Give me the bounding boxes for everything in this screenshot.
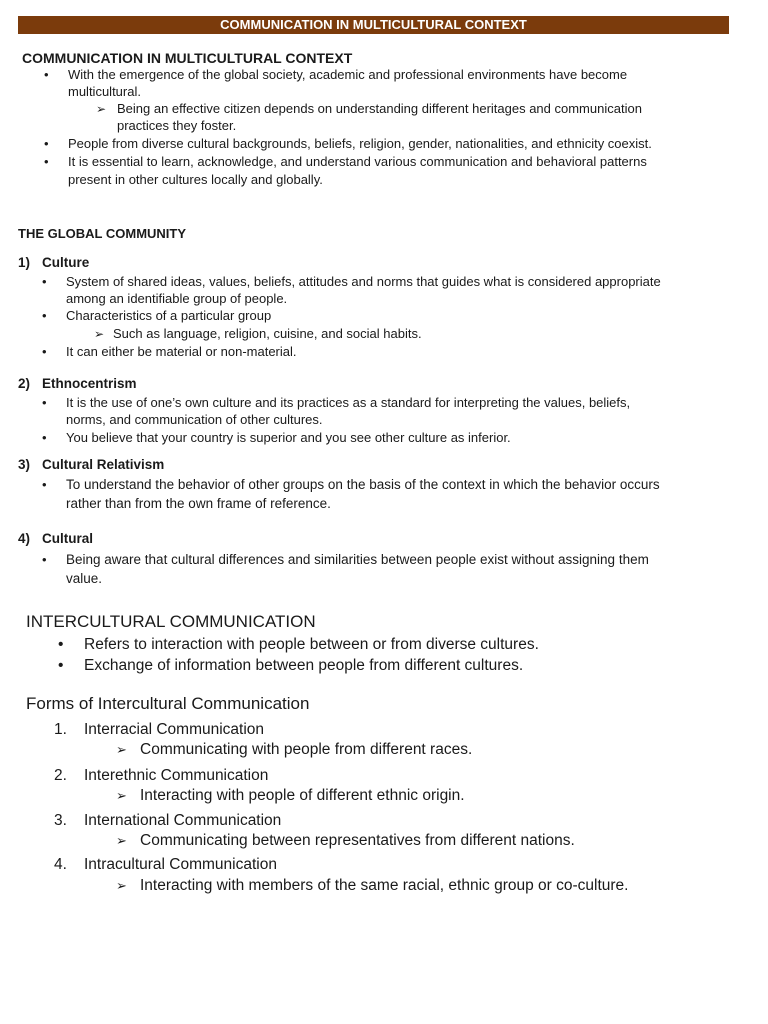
cultural-bullet-line-2: value. bbox=[66, 571, 103, 586]
ethno-bullet-2: You believe that your country is superior and you see other culture as inferior. bbox=[66, 430, 511, 445]
relativism-bullet-line-2: rather than from the own frame of reference. bbox=[66, 496, 331, 511]
culture-sub-bullet: Such as language, religion, cuisine, and social habits. bbox=[113, 326, 422, 341]
section-heading-global-community: THE GLOBAL COMMUNITY bbox=[18, 226, 187, 241]
form-item-number: 1. bbox=[54, 721, 67, 738]
form-item-desc: Interacting with people of different ethnic origin. bbox=[140, 787, 465, 804]
form-item-desc: Communicating between representatives from different nations. bbox=[140, 832, 575, 849]
cultural-bullet-line-1: Being aware that cultural differences and similarities between people exist without assigning them bbox=[66, 552, 649, 567]
bullet-dot: • bbox=[42, 308, 47, 323]
relativism-bullet-line-1: To understand the behavior of other groups on the basis of the context in which the behavior occurs bbox=[66, 477, 660, 492]
form-item-number: 4. bbox=[54, 856, 67, 873]
culture-bullet-1-line-1: System of shared ideas, values, beliefs, attitudes and norms that guides what is considered appropriate bbox=[66, 274, 661, 289]
form-item-title: Intracultural Communication bbox=[84, 856, 277, 873]
arrow-bullet-icon: ➢ bbox=[116, 878, 127, 893]
form-item-desc: Interacting with members of the same racial, ethnic group or co-culture. bbox=[140, 877, 629, 894]
bullet-dot: • bbox=[44, 136, 49, 151]
section-heading-forms: Forms of Intercultural Communication bbox=[26, 694, 310, 713]
item-number: 3) bbox=[18, 457, 31, 472]
ethnocentrism-heading: Ethnocentrism bbox=[42, 376, 137, 391]
form-item-desc: Communicating with people from different races. bbox=[140, 741, 473, 758]
form-item-title: Interethnic Communication bbox=[84, 767, 269, 784]
form-item-title: International Communication bbox=[84, 812, 282, 829]
section-heading-intercultural: INTERCULTURAL COMMUNICATION bbox=[26, 612, 316, 631]
form-item-title: Interracial Communication bbox=[84, 721, 265, 738]
arrow-bullet-icon: ➢ bbox=[116, 742, 127, 757]
intro-bullet-2: People from diverse cultural backgrounds, beliefs, religion, gender, nationalities, and ethnicity coexist. bbox=[68, 136, 652, 151]
bullet-dot: • bbox=[44, 154, 49, 169]
arrow-bullet-icon: ➢ bbox=[116, 788, 127, 803]
bullet-dot: • bbox=[42, 395, 47, 410]
arrow-bullet-icon: ➢ bbox=[116, 833, 127, 848]
bullet-dot: • bbox=[42, 552, 47, 567]
intro-bullet-3-line-2: present in other cultures locally and globally. bbox=[68, 172, 323, 187]
section-heading-multicultural: COMMUNICATION IN MULTICULTURAL CONTEXT bbox=[22, 50, 353, 66]
bullet-dot: • bbox=[58, 657, 64, 674]
form-item-number: 3. bbox=[54, 812, 67, 829]
culture-bullet-2: Characteristics of a particular group bbox=[66, 308, 272, 323]
intro-bullet-3-line-1: It is essential to learn, acknowledge, and understand various communication and behavioral patterns bbox=[68, 154, 647, 169]
bullet-dot: • bbox=[42, 274, 47, 289]
item-number: 2) bbox=[18, 376, 31, 391]
bullet-dot: • bbox=[58, 636, 64, 653]
intro-sub-bullet-line-2: practices they foster. bbox=[117, 118, 237, 133]
intercultural-bullet-1: Refers to interaction with people between or from diverse cultures. bbox=[84, 636, 539, 653]
bullet-dot: • bbox=[42, 477, 47, 492]
form-item-number: 2. bbox=[54, 767, 67, 784]
relativism-heading: Cultural Relativism bbox=[42, 457, 165, 472]
culture-bullet-3: It can either be material or non-material. bbox=[66, 344, 297, 359]
ethno-bullet-1-line-2: norms, and communication of other cultures. bbox=[66, 412, 323, 427]
bullet-dot: • bbox=[44, 67, 49, 82]
culture-bullet-1-line-2: among an identifiable group of people. bbox=[66, 291, 288, 306]
arrow-bullet-icon: ➢ bbox=[96, 102, 107, 116]
bullet-dot: • bbox=[42, 344, 47, 359]
ethno-bullet-1-line-1: It is the use of one’s own culture and its practices as a standard for interpreting the values, beliefs, bbox=[66, 395, 631, 410]
item-number: 1) bbox=[18, 255, 31, 270]
cultural-heading: Cultural bbox=[42, 531, 94, 546]
culture-heading: Culture bbox=[42, 255, 90, 270]
intercultural-bullet-2: Exchange of information between people from different cultures. bbox=[84, 657, 524, 674]
banner-title: COMMUNICATION IN MULTICULTURAL CONTEXT bbox=[18, 16, 729, 34]
intro-bullet-1-line-2: multicultural. bbox=[68, 84, 141, 99]
intro-bullet-1-line-1: With the emergence of the global society, academic and professional environments have become bbox=[68, 67, 628, 82]
intro-sub-bullet-line-1: Being an effective citizen depends on understanding different heritages and communication bbox=[117, 101, 642, 116]
arrow-bullet-icon: ➢ bbox=[94, 327, 105, 341]
item-number: 4) bbox=[18, 531, 31, 546]
bullet-dot: • bbox=[42, 430, 47, 445]
